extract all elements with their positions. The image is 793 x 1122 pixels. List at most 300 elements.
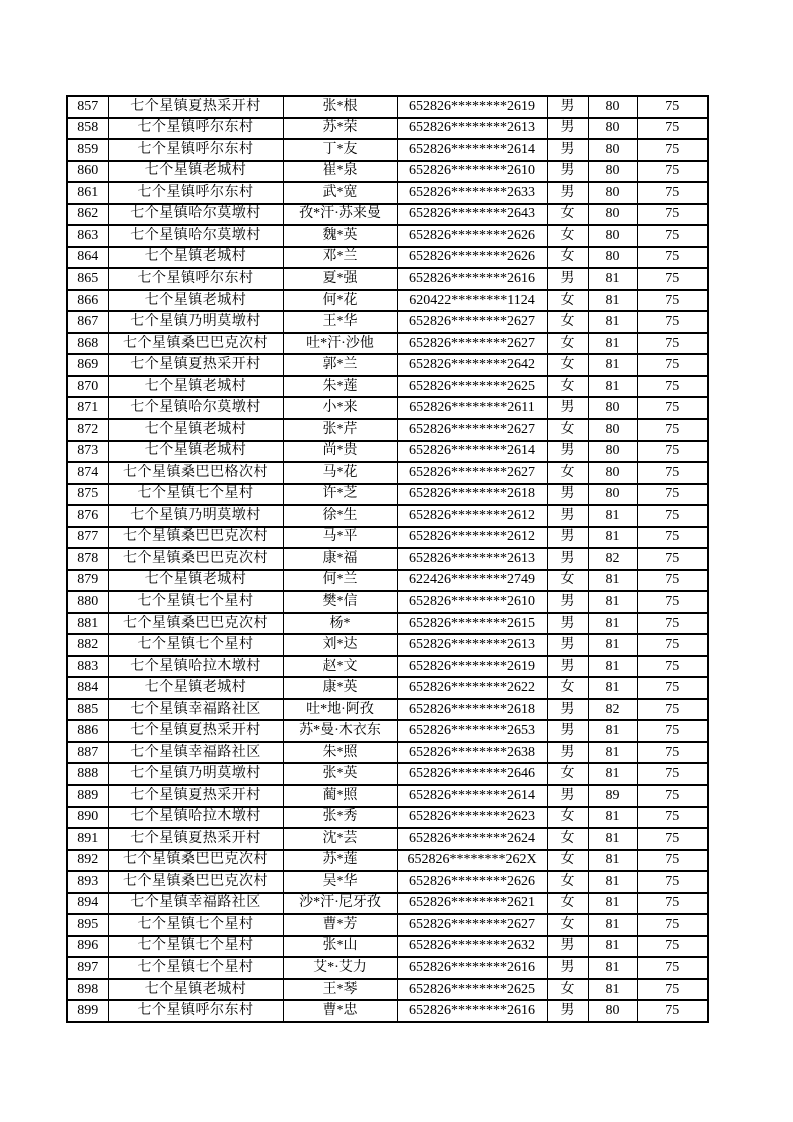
cell-row-number: 873 [67,441,108,463]
cell-village-name: 七个星镇乃明莫墩村 [108,505,283,527]
cell-id-number: 652826********2633 [397,182,547,204]
cell-gender: 女 [547,204,588,226]
cell-age: 81 [588,268,637,290]
cell-row-number: 863 [67,225,108,247]
cell-id-number: 652826********2643 [397,204,547,226]
cell-age: 80 [588,1000,637,1022]
cell-age: 81 [588,763,637,785]
cell-person-name: 曹*忠 [283,1000,397,1022]
cell-id-number: 652826********2627 [397,419,547,441]
cell-age: 81 [588,527,637,549]
cell-amount: 75 [637,247,708,269]
cell-village-name: 七个星镇呼尔东村 [108,118,283,140]
cell-amount: 75 [637,570,708,592]
cell-village-name: 七个星镇老城村 [108,376,283,398]
cell-gender: 男 [547,118,588,140]
cell-id-number: 652826********2619 [397,656,547,678]
cell-village-name: 七个星镇七个星村 [108,957,283,979]
cell-person-name: 武*宽 [283,182,397,204]
cell-age: 81 [588,871,637,893]
cell-person-name: 小*来 [283,397,397,419]
cell-amount: 75 [637,785,708,807]
table-row [67,204,708,226]
cell-age: 80 [588,182,637,204]
cell-age: 80 [588,419,637,441]
cell-person-name: 吐*汗·沙他 [283,333,397,355]
cell-row-number: 861 [67,182,108,204]
cell-id-number: 652826********2616 [397,1000,547,1022]
cell-village-name: 七个星镇幸福路社区 [108,742,283,764]
cell-age: 81 [588,311,637,333]
cell-person-name: 张*山 [283,936,397,958]
cell-person-name: 樊*信 [283,591,397,613]
cell-gender: 女 [547,763,588,785]
cell-village-name: 七个星镇桑巴巴克次村 [108,613,283,635]
cell-gender: 男 [547,484,588,506]
cell-row-number: 897 [67,957,108,979]
cell-gender: 女 [547,462,588,484]
cell-age: 81 [588,936,637,958]
cell-gender: 女 [547,311,588,333]
cell-person-name: 许*芝 [283,484,397,506]
cell-amount: 75 [637,871,708,893]
cell-age: 81 [588,914,637,936]
cell-row-number: 887 [67,742,108,764]
cell-row-number: 871 [67,397,108,419]
cell-age: 80 [588,247,637,269]
cell-amount: 75 [637,290,708,312]
table-row [67,613,708,635]
cell-age: 81 [588,893,637,915]
cell-id-number: 652826********2614 [397,441,547,463]
cell-id-number: 652826********2625 [397,376,547,398]
cell-person-name: 何*兰 [283,570,397,592]
cell-village-name: 七个星镇老城村 [108,419,283,441]
cell-amount: 75 [637,613,708,635]
cell-age: 82 [588,548,637,570]
cell-village-name: 七个星镇桑巴巴格次村 [108,462,283,484]
cell-person-name: 张*芹 [283,419,397,441]
cell-amount: 75 [637,634,708,656]
cell-village-name: 七个星镇乃明莫墩村 [108,311,283,333]
cell-person-name: 吐*地·阿孜 [283,699,397,721]
cell-gender: 男 [547,182,588,204]
cell-gender: 男 [547,441,588,463]
cell-gender: 女 [547,290,588,312]
cell-age: 81 [588,720,637,742]
cell-amount: 75 [637,462,708,484]
cell-amount: 75 [637,225,708,247]
cell-person-name: 刘*达 [283,634,397,656]
cell-id-number: 652826********2621 [397,893,547,915]
cell-village-name: 七个星镇幸福路社区 [108,893,283,915]
cell-row-number: 879 [67,570,108,592]
cell-person-name: 苏*莲 [283,850,397,872]
cell-id-number: 652826********2626 [397,871,547,893]
table-row [67,118,708,140]
cell-row-number: 896 [67,936,108,958]
cell-gender: 男 [547,139,588,161]
cell-gender: 女 [547,828,588,850]
cell-amount: 75 [637,419,708,441]
table-row [67,268,708,290]
table-row [67,807,708,829]
cell-amount: 75 [637,914,708,936]
cell-gender: 女 [547,376,588,398]
cell-village-name: 七个星镇哈拉木墩村 [108,807,283,829]
cell-amount: 75 [637,957,708,979]
cell-gender: 女 [547,225,588,247]
table-row [67,462,708,484]
cell-village-name: 七个星镇七个星村 [108,591,283,613]
cell-gender: 女 [547,914,588,936]
cell-amount: 75 [637,720,708,742]
table-row [67,979,708,1001]
cell-age: 81 [588,570,637,592]
cell-age: 80 [588,161,637,183]
cell-gender: 男 [547,397,588,419]
cell-person-name: 丁*友 [283,139,397,161]
table-row [67,290,708,312]
cell-id-number: 652826********2627 [397,333,547,355]
cell-gender: 男 [547,527,588,549]
cell-person-name: 杨* [283,613,397,635]
cell-age: 81 [588,979,637,1001]
cell-row-number: 866 [67,290,108,312]
cell-row-number: 857 [67,96,108,118]
cell-age: 80 [588,484,637,506]
cell-village-name: 七个星镇老城村 [108,570,283,592]
cell-row-number: 884 [67,677,108,699]
cell-person-name: 马*平 [283,527,397,549]
cell-village-name: 七个星镇幸福路社区 [108,699,283,721]
cell-village-name: 七个星镇呼尔东村 [108,139,283,161]
cell-amount: 75 [637,527,708,549]
cell-row-number: 858 [67,118,108,140]
cell-id-number: 652826********2642 [397,354,547,376]
cell-person-name: 魏*英 [283,225,397,247]
cell-id-number: 652826********2613 [397,634,547,656]
cell-gender: 女 [547,354,588,376]
cell-amount: 75 [637,397,708,419]
cell-gender: 男 [547,1000,588,1022]
cell-village-name: 七个星镇呼尔东村 [108,182,283,204]
cell-id-number: 652826********2638 [397,742,547,764]
cell-gender: 女 [547,677,588,699]
table-row [67,225,708,247]
cell-id-number: 652826********2616 [397,268,547,290]
cell-id-number: 652826********2626 [397,225,547,247]
cell-village-name: 七个星镇老城村 [108,290,283,312]
cell-gender: 女 [547,570,588,592]
cell-id-number: 652826********2627 [397,311,547,333]
cell-age: 81 [588,957,637,979]
cell-person-name: 徐*生 [283,505,397,527]
cell-age: 81 [588,677,637,699]
cell-id-number: 652826********2626 [397,247,547,269]
cell-amount: 75 [637,505,708,527]
table-row [67,742,708,764]
cell-age: 80 [588,462,637,484]
cell-gender: 男 [547,634,588,656]
cell-amount: 75 [637,979,708,1001]
cell-gender: 女 [547,871,588,893]
cell-village-name: 七个星镇七个星村 [108,936,283,958]
cell-id-number: 652826********2627 [397,914,547,936]
cell-row-number: 882 [67,634,108,656]
cell-person-name: 郭*兰 [283,354,397,376]
cell-amount: 75 [637,656,708,678]
table-row [67,354,708,376]
cell-gender: 男 [547,591,588,613]
cell-row-number: 885 [67,699,108,721]
cell-village-name: 七个星镇老城村 [108,441,283,463]
cell-gender: 男 [547,96,588,118]
cell-village-name: 七个星镇桑巴巴克次村 [108,527,283,549]
cell-village-name: 七个星镇七个星村 [108,634,283,656]
cell-amount: 75 [637,204,708,226]
cell-id-number: 652826********2612 [397,527,547,549]
cell-age: 81 [588,333,637,355]
cell-row-number: 860 [67,161,108,183]
cell-row-number: 877 [67,527,108,549]
cell-amount: 75 [637,161,708,183]
cell-village-name: 七个星镇桑巴巴克次村 [108,548,283,570]
cell-age: 81 [588,591,637,613]
cell-id-number: 652826********2610 [397,591,547,613]
roster-table-body [67,96,708,1022]
cell-age: 81 [588,656,637,678]
cell-id-number: 652826********2619 [397,96,547,118]
cell-amount: 75 [637,182,708,204]
cell-row-number: 878 [67,548,108,570]
cell-id-number: 652826********262X [397,850,547,872]
cell-age: 80 [588,96,637,118]
cell-person-name: 尚*贵 [283,441,397,463]
cell-id-number: 652826********2610 [397,161,547,183]
cell-age: 89 [588,785,637,807]
cell-gender: 女 [547,979,588,1001]
cell-village-name: 七个星镇夏热采开村 [108,720,283,742]
cell-age: 81 [588,354,637,376]
table-row [67,871,708,893]
cell-gender: 男 [547,268,588,290]
cell-row-number: 872 [67,419,108,441]
cell-amount: 75 [637,118,708,140]
cell-person-name: 王*华 [283,311,397,333]
cell-row-number: 868 [67,333,108,355]
cell-person-name: 曹*芳 [283,914,397,936]
table-row [67,957,708,979]
cell-person-name: 马*花 [283,462,397,484]
cell-amount: 75 [637,850,708,872]
cell-id-number: 652826********2623 [397,807,547,829]
cell-amount: 75 [637,763,708,785]
cell-amount: 75 [637,828,708,850]
cell-village-name: 七个星镇老城村 [108,979,283,1001]
cell-amount: 75 [637,96,708,118]
table-row [67,311,708,333]
cell-id-number: 652826********2618 [397,699,547,721]
cell-id-number: 652826********2622 [397,677,547,699]
cell-row-number: 864 [67,247,108,269]
cell-id-number: 652826********2627 [397,462,547,484]
cell-person-name: 崔*泉 [283,161,397,183]
cell-person-name: 孜*汗·苏来曼 [283,204,397,226]
cell-row-number: 895 [67,914,108,936]
cell-person-name: 张*根 [283,96,397,118]
cell-gender: 男 [547,785,588,807]
cell-amount: 75 [637,548,708,570]
cell-id-number: 652826********2624 [397,828,547,850]
cell-village-name: 七个星镇哈尔莫墩村 [108,204,283,226]
table-row [67,936,708,958]
cell-id-number: 652826********2613 [397,548,547,570]
cell-gender: 女 [547,807,588,829]
cell-amount: 75 [637,139,708,161]
cell-gender: 男 [547,548,588,570]
cell-village-name: 七个星镇七个星村 [108,484,283,506]
cell-row-number: 893 [67,871,108,893]
table-row [67,1000,708,1022]
table-row [67,570,708,592]
cell-amount: 75 [637,333,708,355]
cell-id-number: 652826********2646 [397,763,547,785]
table-row [67,785,708,807]
cell-age: 80 [588,139,637,161]
cell-age: 81 [588,828,637,850]
cell-id-number: 652826********2614 [397,785,547,807]
cell-amount: 75 [637,936,708,958]
cell-row-number: 881 [67,613,108,635]
table-row [67,720,708,742]
cell-row-number: 883 [67,656,108,678]
cell-village-name: 七个星镇桑巴巴克次村 [108,850,283,872]
cell-age: 82 [588,699,637,721]
cell-person-name: 吴*华 [283,871,397,893]
table-row [67,376,708,398]
table-row [67,763,708,785]
cell-person-name: 邓*兰 [283,247,397,269]
cell-village-name: 七个星镇乃明莫墩村 [108,763,283,785]
cell-row-number: 891 [67,828,108,850]
table-row [67,247,708,269]
cell-person-name: 康*英 [283,677,397,699]
cell-row-number: 889 [67,785,108,807]
cell-gender: 男 [547,161,588,183]
cell-id-number: 652826********2618 [397,484,547,506]
cell-gender: 男 [547,613,588,635]
cell-id-number: 620422********1124 [397,290,547,312]
table-row [67,161,708,183]
cell-row-number: 869 [67,354,108,376]
cell-amount: 75 [637,354,708,376]
cell-age: 80 [588,441,637,463]
cell-id-number: 652826********2616 [397,957,547,979]
cell-gender: 男 [547,742,588,764]
cell-age: 81 [588,850,637,872]
cell-gender: 女 [547,850,588,872]
cell-age: 81 [588,634,637,656]
cell-id-number: 652826********2653 [397,720,547,742]
cell-id-number: 652826********2632 [397,936,547,958]
cell-person-name: 赵*文 [283,656,397,678]
table-row [67,548,708,570]
cell-row-number: 890 [67,807,108,829]
table-row [67,182,708,204]
cell-person-name: 沈*芸 [283,828,397,850]
table-row [67,527,708,549]
cell-village-name: 七个星镇七个星村 [108,914,283,936]
cell-age: 81 [588,613,637,635]
cell-amount: 75 [637,484,708,506]
cell-gender: 女 [547,247,588,269]
cell-gender: 男 [547,699,588,721]
table-row [67,699,708,721]
cell-person-name: 朱*照 [283,742,397,764]
cell-id-number: 652826********2611 [397,397,547,419]
cell-row-number: 886 [67,720,108,742]
cell-village-name: 七个星镇夏热采开村 [108,354,283,376]
cell-gender: 男 [547,656,588,678]
cell-village-name: 七个星镇桑巴巴克次村 [108,871,283,893]
table-row [67,419,708,441]
cell-village-name: 七个星镇老城村 [108,247,283,269]
cell-row-number: 876 [67,505,108,527]
cell-amount: 75 [637,699,708,721]
cell-person-name: 张*英 [283,763,397,785]
table-row [67,850,708,872]
cell-age: 80 [588,204,637,226]
cell-gender: 女 [547,893,588,915]
cell-row-number: 898 [67,979,108,1001]
cell-amount: 75 [637,893,708,915]
table-row [67,139,708,161]
table-row [67,914,708,936]
cell-age: 81 [588,505,637,527]
cell-village-name: 七个星镇老城村 [108,677,283,699]
table-row [67,634,708,656]
cell-village-name: 七个星镇呼尔东村 [108,268,283,290]
cell-amount: 75 [637,591,708,613]
cell-person-name: 张*秀 [283,807,397,829]
table-row [67,591,708,613]
cell-gender: 男 [547,720,588,742]
cell-person-name: 王*琴 [283,979,397,1001]
table-row [67,893,708,915]
cell-village-name: 七个星镇哈尔莫墩村 [108,397,283,419]
roster-table [66,95,709,1023]
cell-row-number: 892 [67,850,108,872]
cell-village-name: 七个星镇夏热采开村 [108,828,283,850]
cell-person-name: 沙*汗·尼牙孜 [283,893,397,915]
cell-village-name: 七个星镇呼尔东村 [108,1000,283,1022]
cell-row-number: 862 [67,204,108,226]
table-row [67,96,708,118]
cell-amount: 75 [637,441,708,463]
cell-row-number: 880 [67,591,108,613]
cell-age: 80 [588,225,637,247]
cell-village-name: 七个星镇老城村 [108,161,283,183]
cell-person-name: 何*花 [283,290,397,312]
cell-gender: 男 [547,505,588,527]
cell-person-name: 朱*莲 [283,376,397,398]
cell-person-name: 康*福 [283,548,397,570]
cell-age: 80 [588,397,637,419]
cell-person-name: 蔺*照 [283,785,397,807]
cell-gender: 女 [547,419,588,441]
cell-village-name: 七个星镇夏热采开村 [108,96,283,118]
